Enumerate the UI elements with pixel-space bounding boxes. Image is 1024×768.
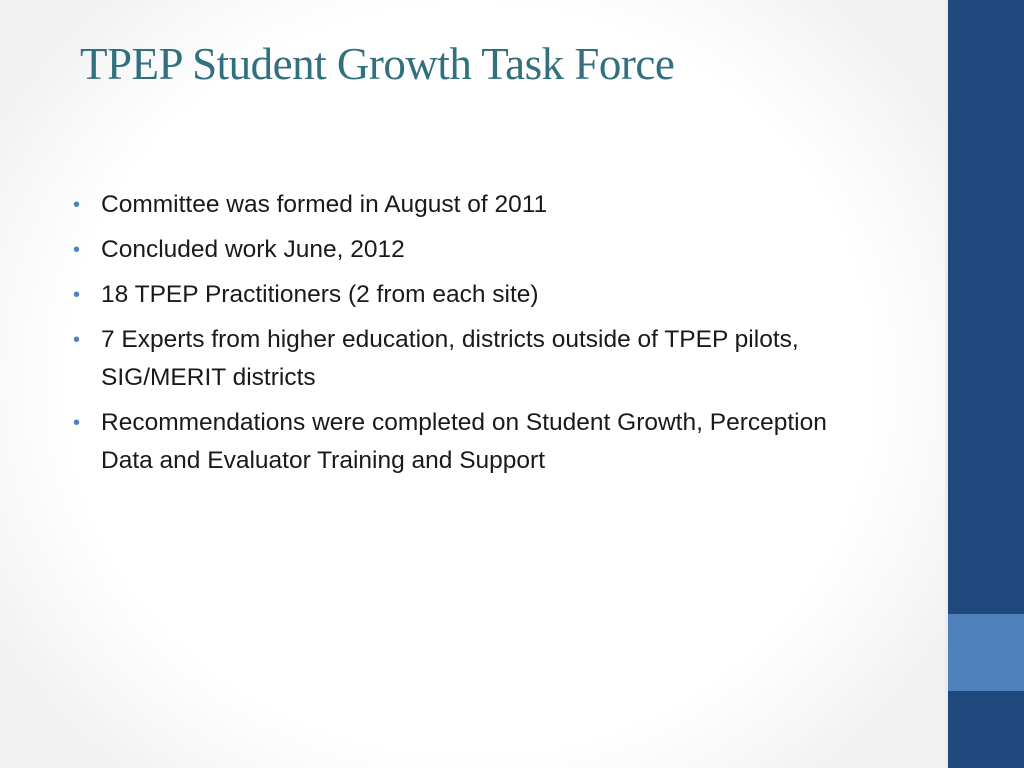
slide-title: TPEP Student Growth Task Force bbox=[80, 39, 675, 89]
bullet-dot-icon: • bbox=[73, 284, 81, 306]
bullet-item bbox=[72, 186, 872, 224]
bullet-text: 18 TPEP Practitioners (2 from each site) bbox=[101, 281, 539, 308]
bullet-item bbox=[72, 404, 872, 480]
side-accent-block bbox=[948, 614, 1024, 691]
bullet-dot-icon: • bbox=[73, 194, 81, 216]
bullet-dot-icon: • bbox=[73, 329, 81, 351]
bullet-text: Recommendations were completed on Student Growth, Perception Data and Evaluator Training and Support bbox=[101, 409, 827, 474]
bullet-item bbox=[72, 321, 872, 397]
bullet-dot-icon: • bbox=[73, 239, 81, 261]
bullet-item bbox=[72, 231, 872, 269]
bullet-dot-icon: • bbox=[73, 412, 81, 434]
bullet-text: Committee was formed in August of 2011 bbox=[101, 191, 548, 218]
bullet-item bbox=[72, 276, 872, 314]
bullet-list bbox=[72, 186, 872, 487]
bullet-text: 7 Experts from higher education, districts outside of TPEP pilots, SIG/MERIT districts bbox=[101, 326, 799, 391]
bullet-text: Concluded work June, 2012 bbox=[101, 236, 405, 263]
